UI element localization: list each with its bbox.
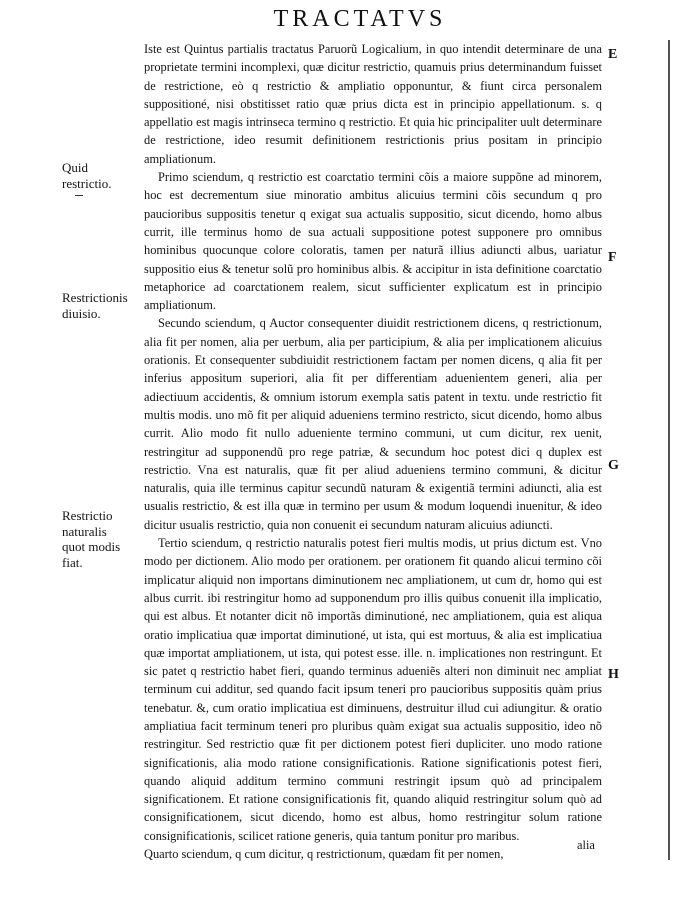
margin-letter-h: H — [608, 667, 619, 682]
margin-letter-g: G — [608, 458, 619, 473]
margin-letter-f: F — [608, 250, 617, 265]
paragraph-intro: Iste est Quintus partialis tractatus Paruorũ Logicalium, in quo intendit determinare de una proprietate termini incomplexi, quæ dicitur restrictio, quamuis prius determinandum fuisset de restrictione, eò q restrictio & ampliatio opponuntur, & fiunt circa personalem suppositioné, nisi obstitisset ratio quæ prius dicta est in principio appellationum. s. q appellatio est magis intrinseca termino q restrictio. Et quia hic principaliter uult determinare de restrictione, ideo resumit definitionem restrictionis prius positam in principio ampliationum. — [144, 42, 602, 166]
paragraph-quarto: Quarto sciendum, q cum dicitur, q restrictionum, quædam fit per nomen, — [144, 847, 504, 862]
page-edge — [668, 40, 670, 860]
page-title: TRACTATVS — [273, 6, 447, 32]
main-text — [144, 40, 602, 863]
margin-note-restrictionis-diuisio: Restrictionis diuisio. — [62, 290, 128, 321]
paragraph-secundo: Secundo sciendum, q Auctor consequenter diuidit restrictionem dicens, q restrictionum, alia fit per nomen, alia per uerbum, alia per participium, & alia per implicationem alicuius orationis. Et consequenter subdiuidit restrictionem factam per nomen dicens, q alia fit per inferius appositum superiori, alia fit per differentiam aduenientem generi, alia per adiectiuum accidentis, & omnium istorum exempla satis patent in textu. unde restrictio fit multis modis. uno mõ fit per aliquid adueniens termino restricto, sicut dicendo, homo albus currit. Alio modo fit nullo adueniente termino communi, ut cum dicitur, rex uenit, restringitur ad supponendũ pro rege patriæ, & secundum hoc potest dici q duplex est restrictio. Vna est naturalis, quæ fit per aliud adueniens termino communi, & dicitur naturalis, quia ille terminus capitur secundũ naturam & exigentiã termini adiuncti, alia est usualis restrictio, & est illa quæ in termino per usum & modum loquendi inuenitur, & ideo dicitur usualis restrictio, quia non conuenit ei secundum naturam alicuius adiuncti. — [144, 316, 602, 532]
catchword: alia — [577, 838, 595, 852]
margin-note-restrictio-naturalis: Restrictio naturalis quot modis fiat. — [62, 508, 121, 570]
paragraph-primo: Primo sciendum, q restrictio est coarctatio termini cõis a maiore suppõne ad minorem, hoc est decrementum siue minoratio ambitus alicuius termini cõis secundum q pro paucioribus suppositis tenetur q exigat sua actualis suppositio, sicut dicendo, homo albus currit, ille terminus homo de sua actuali suppositione potest supponere pro omnibus hominibus quocunque colore coloratis, tamen per naturã illius adiuncti albus, uariatur suppositio eius & tenetur solũ pro hominibus albis. & accipitur in ista definitione coarctatio metaphorice ad coarctationem realem, sicut sufficienter explicatum est in principio ampliationum. — [144, 170, 602, 313]
margin-note-quid-restrictio: Quid restrictio. — [62, 160, 112, 191]
paragraph-tertio: Tertio sciendum, q restrictio naturalis potest fieri multis modis, ut prius dictum est. Vno modo per dictionem. Alio modo per orationem. per orationem fit quando alicui termino cõi implicatur aliquid non importans diminutionem nec ampliationem, ut cum dr, homo qui est albus currit. ibi restringitur homo ad supponendum pro illis quibus conuenit illa implicatio, qui est albus. Et notanter dicit nõ importãs diminutioné, nec ampliationem, quia est aliqua oratio implicatiua quæ importat diminutioné, ut ista, qui est mortuus, & alia est implicatiua quæ importat ampliationem, ut ista, qui potest esse. ille. n. implicationes non restringunt. Et sic patet q restrictio habet fieri, quando terminus adueniẽs alteri non diminuit nec ampliat terminum cui additur, sed quando facit ipsum teneri pro paucioribus suppositis quàm prius tenebatur. &, cum oratio implicatiua est diminuens, destruitur illud cui adiungitur. & oratio ampliatiua facit terminum teneri pro pluribus quàm exigat sua actualis suppositio, ideo nõ restringitur. Sed restrictio quæ fit per dictionem potest fieri dupliciter. uno modo ratione significationis, alia modo ratione consignificationis. Ratione significationis potest fieri, quando aliquid additum termino communi restringit ipsum quò ad principalem significationem. Et ratione consignificationis fit, quando aliquid restringitur solum quò ad consignificationem, sicut dicendo, homo est albus, homo restringitur solum ratione consignificationis, scilicet ratione generis, quia tantum ponitur pro maribus. — [144, 536, 602, 843]
margin-dash — [75, 195, 83, 196]
margin-letter-e: E — [608, 47, 618, 62]
